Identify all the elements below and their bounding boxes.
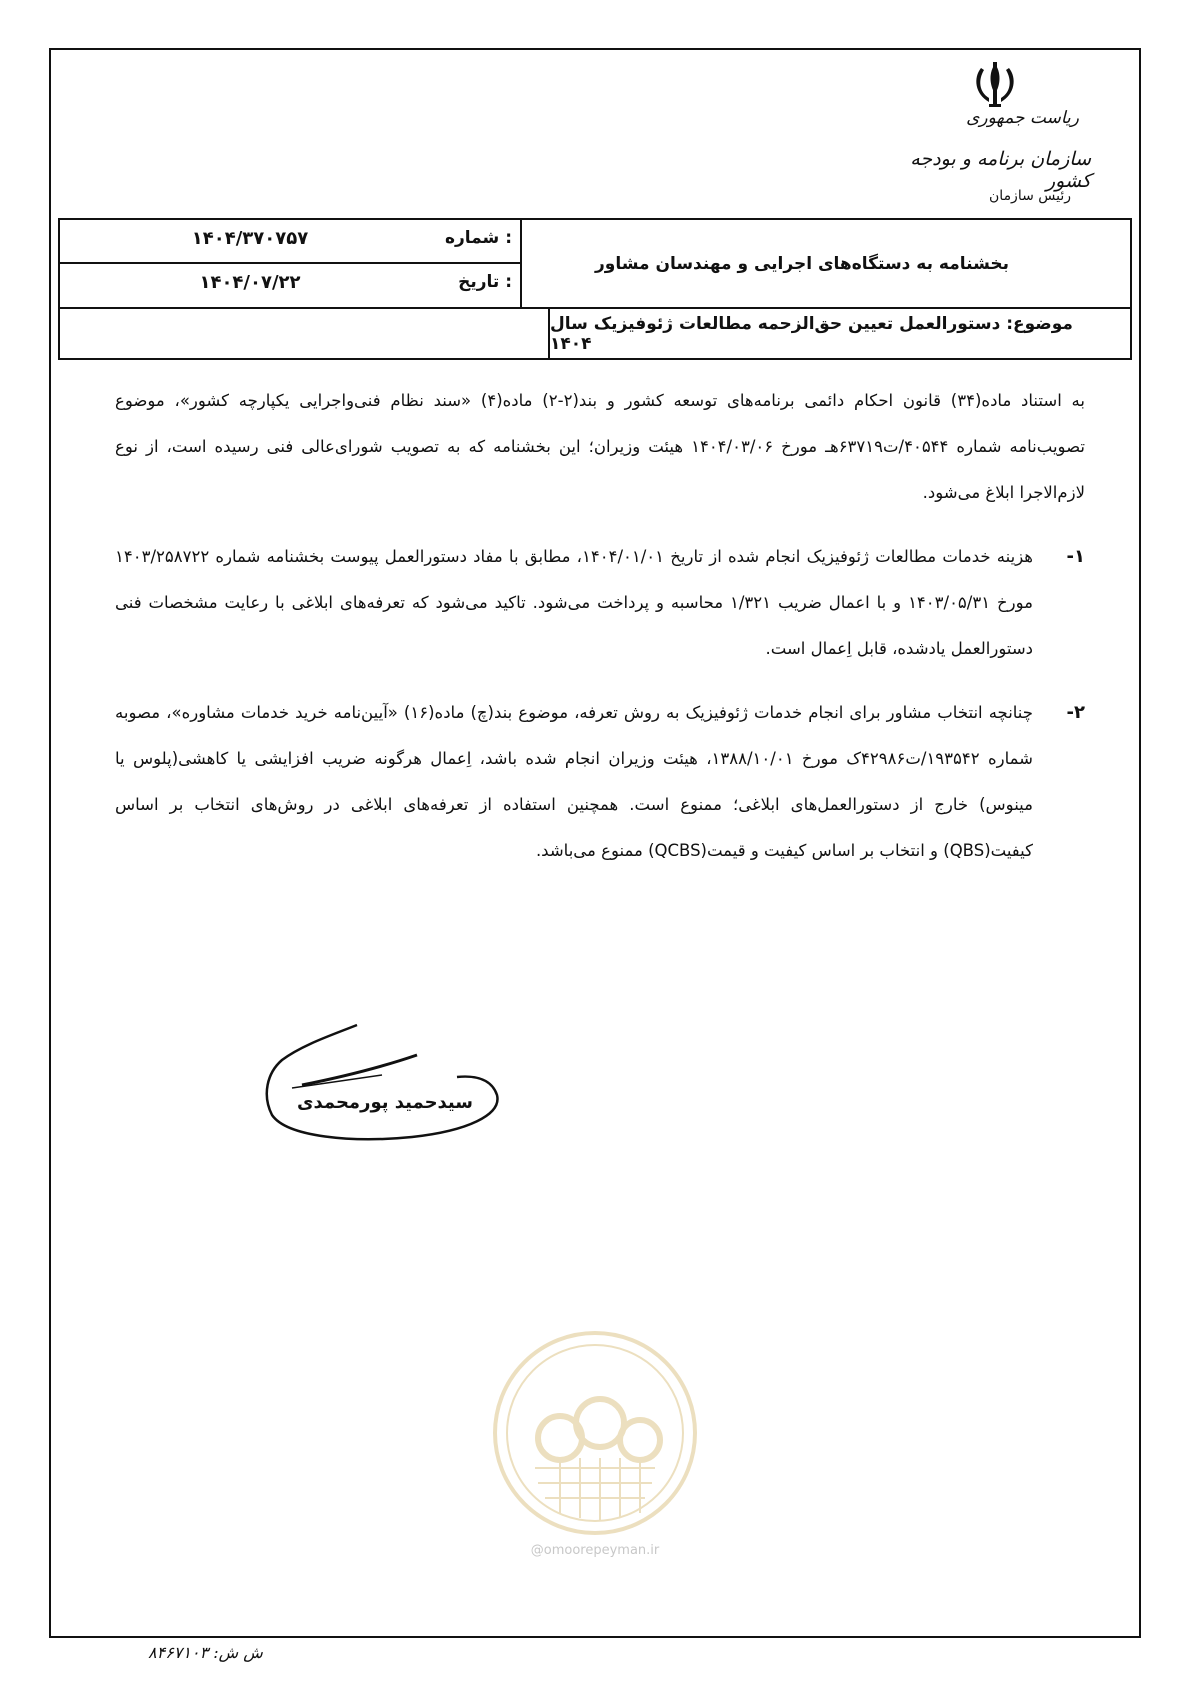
item-number: ۲- [1066,702,1085,723]
signature-mark [262,1015,512,1145]
list-item [115,534,1085,672]
date-value: ۱۴۰۴/۰۷/۲۲ [199,272,301,293]
watermark-url: @omoorepeyman.ir [530,1543,660,1558]
document-body [115,378,1085,874]
header-table [58,218,1132,360]
item-text: چنانچه انتخاب مشاور برای انجام خدمات ژئوفیزیک به روش تعرفه، موضوع بند(چ) ماده(۱۶) «آیین‌نامه خرید خدمات مشاوره»، مصوبه شماره ۱۹۳۵۴۲/ت۴۲۹۸۶ک مورخ ۱۳۸۸/۱۰/۰۱، هیئت وزیران انجام شده باشد، اِعمال هرگونه ضریب افزایشی یا کاهشی(پلوس یا مینوس) خارج از دستورالعمل‌های ابلاغی؛ ممنوع است. همچنین استفاده از تعرفه‌های ابلاغی در روش‌های انتخاب بر اساس کیفیت(QBS) و انتخاب بر اساس کیفیت و قیمت(QCBS) ممنوع می‌باشد. [115,703,1033,860]
watermark-stamp [490,1328,700,1538]
number-label: شماره : [444,228,512,248]
document-subject: موضوع: دستورالعمل تعیین حق‌الزحمه مطالعات ژئوفیزیک سال ۱۴۰۴ [550,313,1073,354]
org-line-organization: سازمان برنامه و بودجه کشور [910,148,1091,192]
signer-name: سیدحمید پورمحمدی [297,1092,473,1113]
list-item [115,690,1085,874]
emblem-icon [965,60,1025,110]
document-title: بخشنامه به دستگاه‌های اجرایی و مهندسان مشاور [594,253,1010,274]
item-text: هزینه خدمات مطالعات ژئوفیزیک انجام شده از تاریخ ۱۴۰۴/۰۱/۰۱، مطابق با مفاد دستورالعمل پیوست بخشنامه شماره ۱۴۰۳/۲۵۸۷۲۲ مورخ ۱۴۰۳/۰۵/۳۱ و با اعمال ضریب ۱/۳۲۱ محاسبه و پرداخت می‌شود. تاکید می‌شود که تعرفه‌های ابلاغی با رعایت مشخصات فنی دستورالعمل یادشده، قابل اِعمال است. [115,547,1034,658]
org-line-presidency: ریاست جمهوری [966,108,1079,128]
org-line-head: رئیس سازمان [989,188,1071,204]
footer-code: ش ش: ۸۴۶۷۱۰۳ [148,1643,263,1662]
number-value: ۱۴۰۴/۳۷۰۷۵۷ [191,228,309,249]
intro-paragraph: به استناد ماده(۳۴) قانون احکام دائمی برنامه‌های توسعه کشور و بند(۲-۲) ماده(۴) «سند نظام فنی‌واجرایی یکپارچه کشور»، موضوع تصویب‌نامه شماره ۴۰۵۴۴/ت۶۳۷۱۹هـ مورخ ۱۴۰۴/۰۳/۰۶ هیئت وزیران؛ این بخشنامه که به تصویب شورای‌عالی فنی رسیده است، از نوع لازم‌الاجرا ابلاغ می‌شود. [115,391,1085,502]
item-number: ۱- [1066,546,1085,567]
date-label: تاریخ : [458,272,512,292]
